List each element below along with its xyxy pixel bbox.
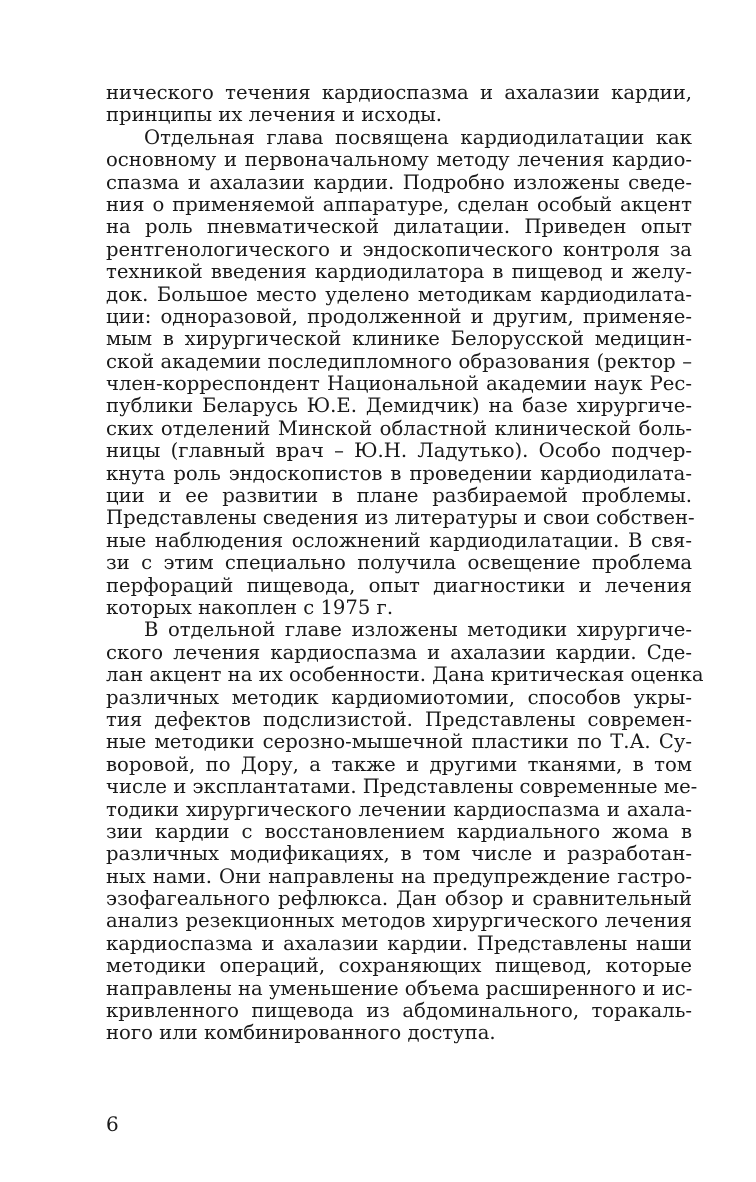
text-line: зи с этим специально получила освещение проблема — [106, 551, 692, 575]
text-line: ского лечения кардиоспазма и ахалазии кардии. Сде- — [106, 640, 692, 664]
text-line: публики Беларусь Ю.Е. Демидчик) на базе хирургиче- — [106, 394, 692, 418]
text-line: ской академии последипломного образования (ректор – — [106, 349, 692, 373]
text-line: В отдельной главе изложены методики хирургиче- — [144, 618, 692, 642]
page-number: 6 — [106, 1112, 119, 1136]
text-line: док. Большое место уделено методикам кардиодилата- — [106, 282, 692, 306]
text-line: зии кардии с восстановлением кардиального жома в — [106, 819, 692, 843]
text-line: воровой, по Дору, а также и другими тканями, в том — [106, 752, 692, 776]
text-line: методики операций, сохраняющих пищевод, которые — [106, 954, 692, 978]
text-line: кривленного пищевода из абдоминального, торакаль- — [106, 999, 692, 1023]
text-line: различных методик кардиомиотомии, способов укры- — [106, 685, 692, 709]
text-line: ния о применяемой аппаратуре, сделан особый акцент — [106, 192, 692, 216]
text-line: кардиоспазма и ахалазии кардии. Представлены наши — [106, 931, 692, 955]
text-line: кнута роль эндоскопистов в проведении кардиодилата- — [106, 461, 692, 485]
text-line: различных модификациях, в том числе и разработан- — [106, 842, 692, 866]
text-line: ции: одноразовой, продолженной и другим, применяе- — [106, 304, 692, 328]
text-line: ных нами. Они направлены на предупреждение гастро- — [106, 864, 692, 888]
text-line: спазма и ахалазии кардии. Подробно изложены сведе- — [106, 170, 692, 194]
text-line: мым в хирургической клинике Белорусской медицин- — [106, 327, 692, 351]
text-line: на роль пневматической дилатации. Приведен опыт — [106, 215, 692, 239]
text-line: которых накоплен с 1975 г. — [106, 595, 394, 619]
text-line: ные методики серозно-мышечной пластики по Т.А. Су- — [106, 730, 692, 754]
text-line: числе и эксплантатами. Представлены современные ме- — [106, 775, 698, 799]
text-line: тодики хирургического лечении кардиоспазма и ахала- — [106, 797, 692, 821]
paragraph-3 — [106, 618, 704, 1045]
text-line: направлены на уменьшение объема расширенного и ис- — [106, 976, 693, 1000]
text-line: тия дефектов подслизистой. Представлены современ- — [106, 707, 692, 731]
text-line: Представлены сведения из литературы и свои собствен- — [106, 506, 695, 530]
text-line: ного или комбинированного доступа. — [106, 1021, 496, 1045]
text-line: Отдельная глава посвящена кардиодилатации как — [144, 125, 692, 149]
text-line: принципы их лечения и исходы. — [106, 103, 442, 127]
text-line: перфораций пищевода, опыт диагностики и лечения — [106, 573, 692, 597]
paragraph-1 — [106, 82, 692, 127]
text-line: ницы (главный врач – Ю.Н. Ладутько). Особо подчер- — [106, 439, 692, 463]
page-body — [106, 81, 704, 1045]
text-line: нического течения кардиоспазма и ахалазии кардии, — [106, 81, 692, 104]
text-line: ции и ее развитии в плане разбираемой проблемы. — [106, 484, 692, 508]
text-line: анализ резекционных методов хирургического лечения — [106, 909, 692, 933]
text-line: лан акцент на их особенности. Дана критическая оценка — [106, 663, 704, 687]
text-line: эзофагеального рефлюкса. Дан обзор и сравнительный — [106, 887, 692, 911]
text-line: техникой введения кардиодилатора в пищевод и желу- — [106, 260, 692, 284]
paragraph-2 — [106, 125, 695, 620]
text-line: член-корреспондент Национальной академии наук Рес- — [106, 372, 692, 396]
text-line: ских отделений Минской областной клинической боль- — [106, 416, 692, 440]
text-line: основному и первоначальному методу лечения кардио- — [106, 148, 692, 172]
text-line: рентгенологического и эндоскопического контроля за — [106, 237, 692, 261]
text-line: ные наблюдения осложнений кардиодилатации. В свя- — [106, 528, 692, 552]
